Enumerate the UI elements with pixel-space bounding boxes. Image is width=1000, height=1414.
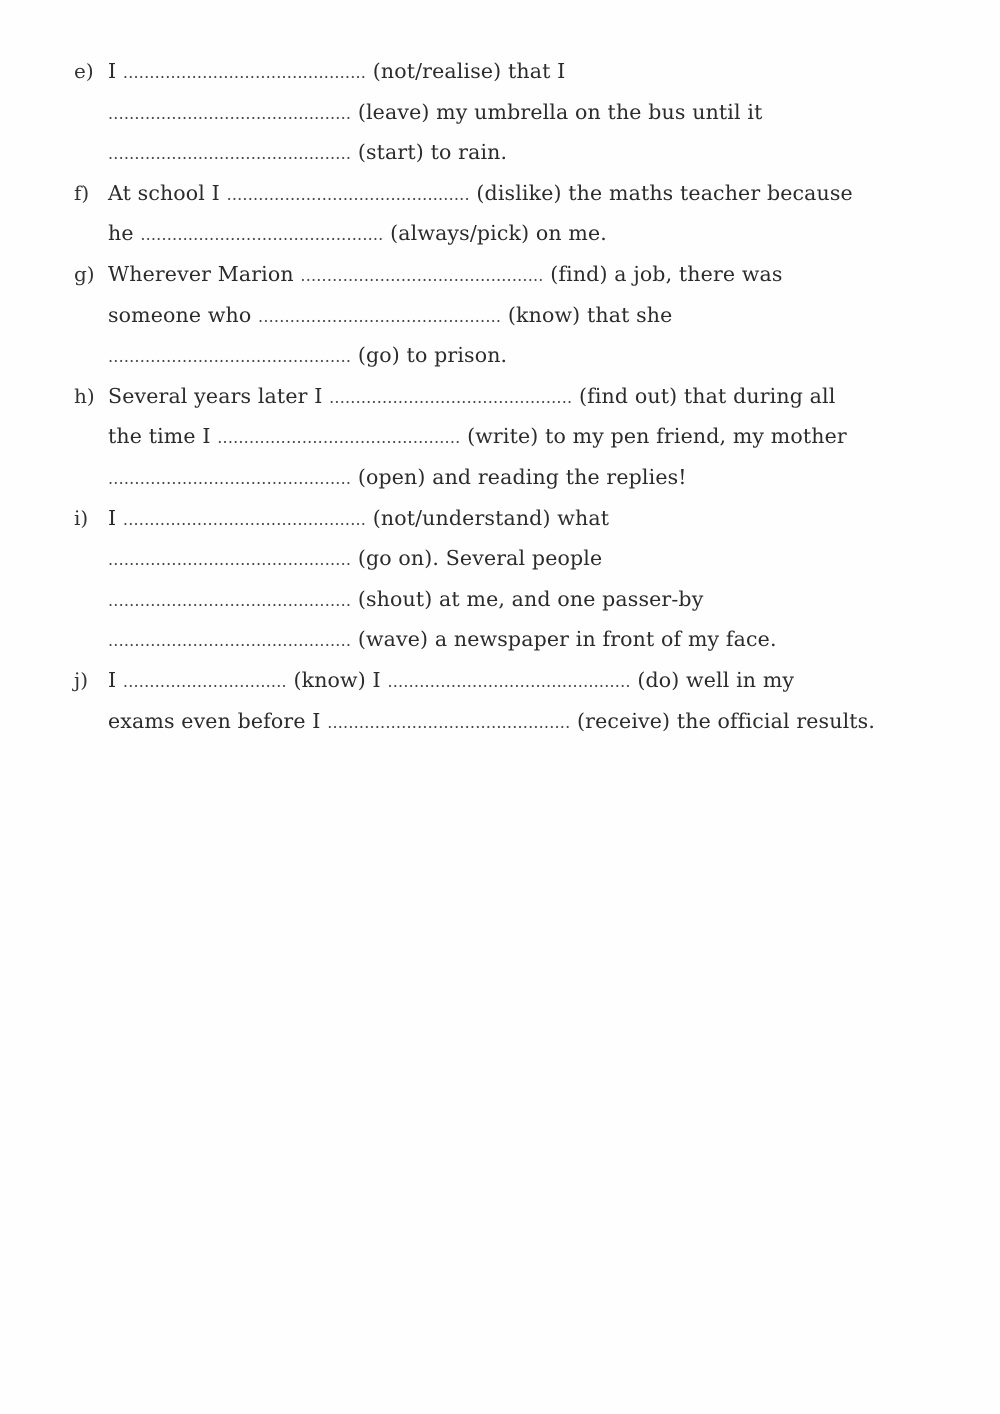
- answer-blank[interactable]: ...............................: [122, 671, 287, 691]
- answer-blank[interactable]: ..............................................: [258, 306, 502, 326]
- sentence-text: exams even before I: [108, 708, 328, 733]
- verb-hint: (find out): [578, 383, 678, 408]
- sentence-text: the official results.: [670, 708, 875, 733]
- answer-blank[interactable]: ..............................................: [327, 712, 571, 732]
- exercise-item: [74, 499, 964, 661]
- answer-blank[interactable]: ..............................................: [108, 347, 352, 367]
- sentence-text: and reading the replies!: [425, 464, 687, 489]
- answer-blank[interactable]: ..............................................: [108, 144, 352, 164]
- sentence-text: a newspaper in front of my face.: [428, 627, 777, 652]
- answer-blank[interactable]: ..............................................: [140, 225, 384, 245]
- answer-blank[interactable]: ..............................................: [217, 428, 461, 448]
- sentence-text: Several years later I: [108, 383, 330, 408]
- verb-hint: (know): [507, 302, 581, 327]
- item-label: f): [74, 180, 90, 205]
- sentence-line: [108, 296, 964, 337]
- sentence-text: to my pen friend, my mother: [538, 424, 847, 449]
- answer-blank[interactable]: ..............................................: [122, 63, 367, 82]
- sentence-line: [108, 377, 964, 418]
- sentence-text: that she: [580, 302, 673, 327]
- sentence-text: that I: [501, 59, 566, 83]
- exercise-item: [74, 52, 964, 174]
- sentence-text: at me, and one passer-by: [432, 586, 704, 611]
- verb-hint: (go on): [357, 546, 433, 571]
- sentence-line: [108, 133, 964, 174]
- item-label: i): [74, 505, 89, 530]
- verb-hint: (do): [637, 667, 680, 692]
- answer-blank[interactable]: ..............................................: [387, 671, 631, 691]
- sentence-line: [108, 458, 964, 499]
- answer-blank[interactable]: ..............................................: [108, 468, 352, 488]
- sentence-text: someone who: [108, 302, 259, 327]
- sentence-text: what: [550, 505, 610, 530]
- sentence-text: I: [108, 59, 123, 83]
- sentence-line: [108, 702, 964, 743]
- exercise-list: [74, 52, 964, 742]
- verb-hint: (always/pick): [390, 221, 530, 246]
- answer-blank[interactable]: ..............................................: [108, 103, 352, 123]
- verb-hint: (open): [357, 464, 426, 489]
- exercise-item: [74, 661, 964, 742]
- sentence-text: well in my: [679, 667, 795, 692]
- sentence-text: that during all: [677, 383, 836, 408]
- exercise-item: [74, 174, 964, 255]
- verb-hint: (dislike): [476, 180, 562, 205]
- verb-hint: (receive): [577, 708, 671, 733]
- verb-hint: (not/understand): [372, 505, 551, 530]
- sentence-line: [108, 499, 964, 540]
- sentence-text: my umbrella on the bus until it: [429, 99, 763, 124]
- verb-hint: (write): [467, 424, 539, 449]
- verb-hint: (find): [550, 261, 608, 286]
- sentence-text: Wherever Marion: [108, 261, 301, 286]
- item-label: h): [74, 383, 95, 408]
- sentence-line: [108, 336, 964, 377]
- item-label: g): [74, 261, 95, 286]
- verb-hint: (wave): [357, 627, 429, 652]
- verb-hint: (go): [357, 343, 400, 368]
- sentence-line: [108, 580, 964, 621]
- sentence-text: the time I: [108, 424, 218, 449]
- verb-hint: (start): [357, 140, 424, 165]
- verb-hint: (not/realise): [372, 59, 502, 83]
- sentence-line: [108, 214, 964, 255]
- exercise-item: [74, 255, 964, 377]
- sentence-text: At school I: [108, 180, 227, 205]
- sentence-line: [108, 620, 964, 661]
- sentence-line: [108, 52, 964, 93]
- sentence-line: [108, 174, 964, 215]
- item-label: e): [74, 59, 94, 83]
- sentence-line: [108, 539, 964, 580]
- sentence-text: I: [365, 667, 388, 692]
- answer-blank[interactable]: ..............................................: [108, 631, 352, 651]
- answer-blank[interactable]: ..............................................: [122, 509, 367, 529]
- answer-blank[interactable]: ..............................................: [300, 265, 544, 285]
- answer-blank[interactable]: ..............................................: [329, 387, 573, 407]
- sentence-text: I: [108, 505, 123, 530]
- sentence-text: . Several people: [432, 546, 603, 571]
- sentence-text: a job, there was: [607, 261, 783, 286]
- sentence-text: to rain.: [423, 140, 508, 165]
- answer-blank[interactable]: ..............................................: [226, 184, 470, 204]
- sentence-text: the maths teacher because: [561, 180, 853, 205]
- item-label: j): [74, 667, 89, 692]
- sentence-line: [108, 93, 964, 134]
- answer-blank[interactable]: ..............................................: [108, 590, 352, 610]
- sentence-line: [108, 417, 964, 458]
- sentence-text: he: [108, 221, 141, 246]
- sentence-line: [108, 661, 964, 702]
- sentence-line: [108, 255, 964, 296]
- verb-hint: (know): [293, 667, 366, 692]
- verb-hint: (shout): [357, 586, 433, 611]
- answer-blank[interactable]: ..............................................: [108, 550, 352, 570]
- exercise-item: [74, 377, 964, 499]
- sentence-text: I: [108, 667, 123, 692]
- verb-hint: (leave): [357, 99, 430, 124]
- sentence-text: on me.: [529, 221, 607, 246]
- sentence-text: to prison.: [399, 343, 508, 368]
